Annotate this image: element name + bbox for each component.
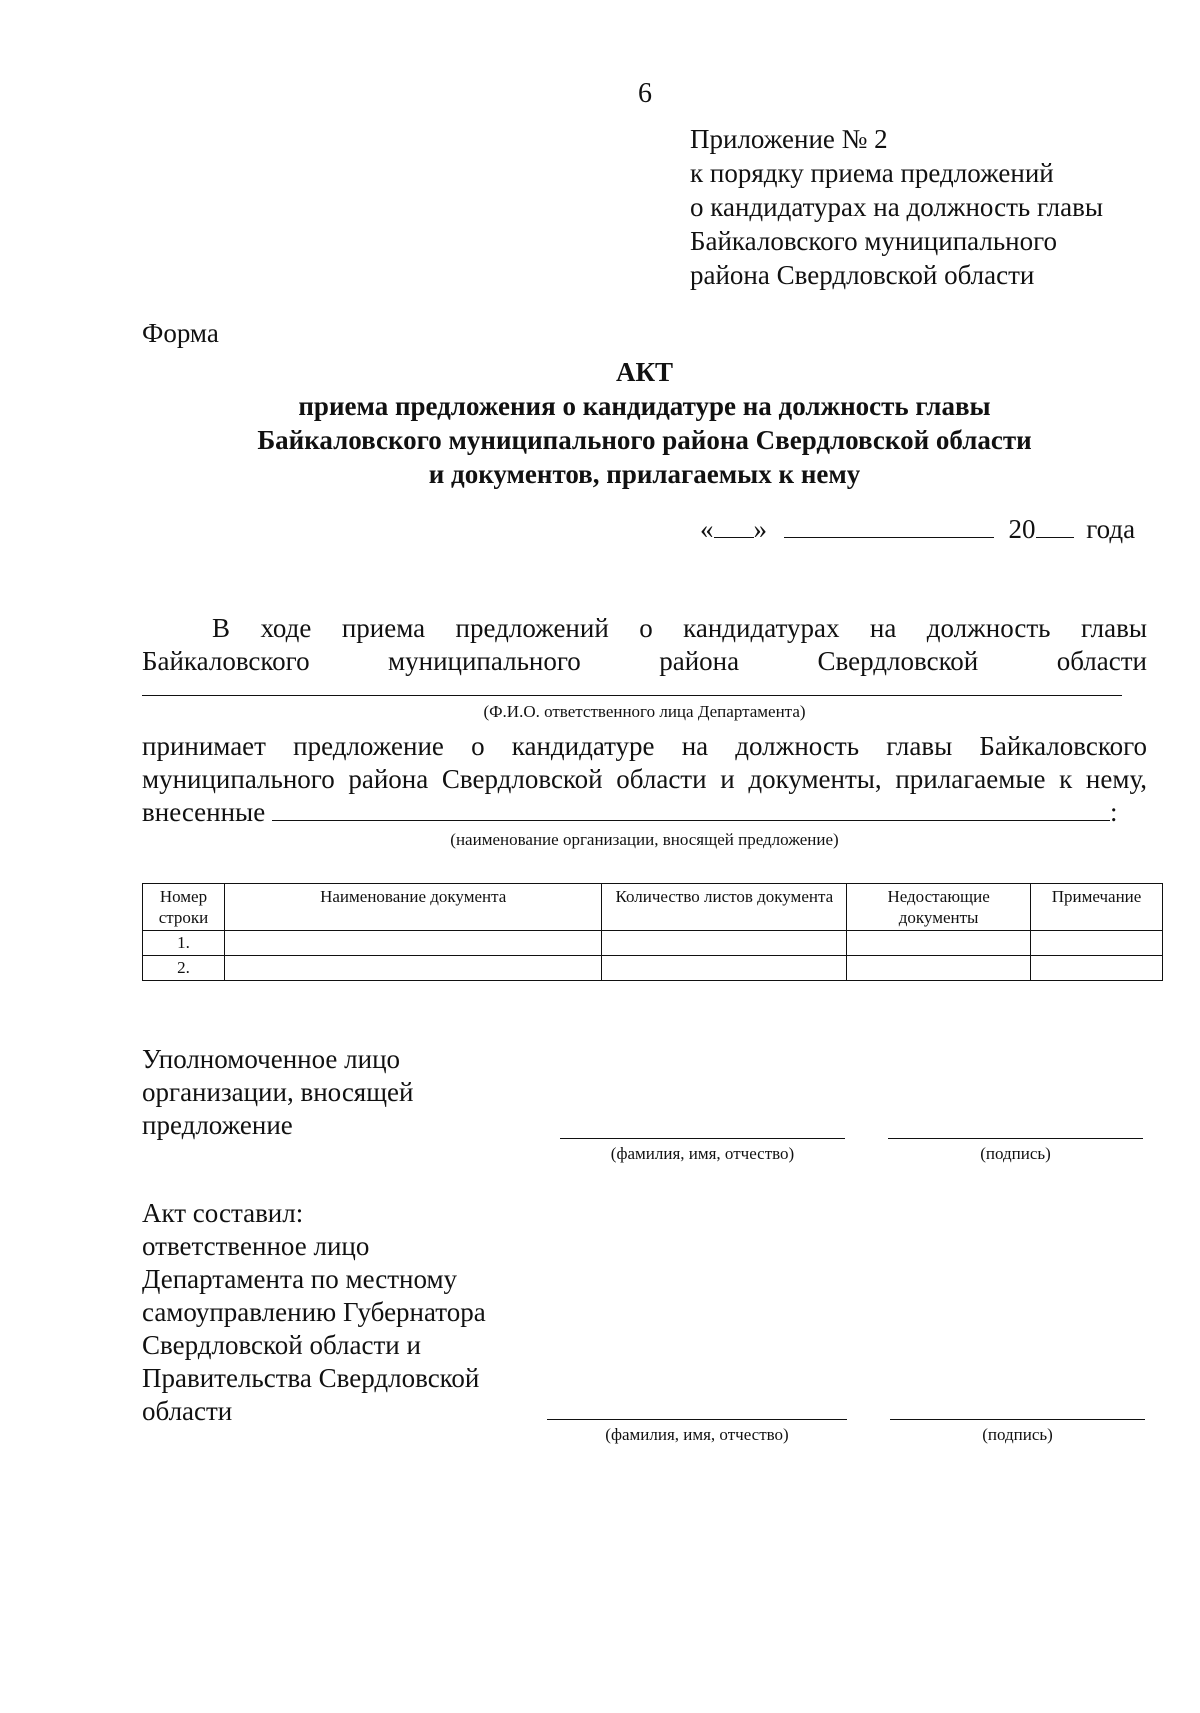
org-rep-name-blank[interactable] (560, 1138, 845, 1139)
table-cell[interactable] (602, 956, 847, 981)
row-number: 2. (143, 956, 225, 981)
table-cell[interactable] (1031, 931, 1163, 956)
text-line: муниципального района Свердловской области и документы, прилагаемые к нему, (142, 764, 1147, 794)
month-blank[interactable] (784, 515, 994, 538)
appendix-line: района Свердловской области (690, 260, 1035, 290)
label-line: самоуправлению Губернатора (142, 1297, 486, 1327)
year-suffix: года (1086, 514, 1136, 544)
column-header-note: Примечание (1031, 884, 1163, 931)
title-line: и документов, прилагаемых к нему (428, 459, 861, 489)
text-line: принимает предложение о кандидатуре на должность главы Байкаловского (142, 731, 1147, 761)
text-line: В ходе приема предложений о кандидатурах на должность главы (212, 613, 1147, 643)
submitted-by-label: внесенные (142, 797, 266, 827)
appendix-line: к порядку приема предложений (690, 158, 1054, 188)
appendix-line: о кандидатурах на должность главы (690, 192, 1103, 222)
compiler-label (142, 1197, 486, 1428)
org-rep-signature-blank[interactable] (888, 1138, 1143, 1139)
caption-signature: (подпись) (980, 1144, 1051, 1163)
label-line: Акт составил: (142, 1198, 304, 1228)
appendix-header (690, 122, 1103, 292)
colon: : (1109, 797, 1118, 827)
form-label: Форма (142, 318, 219, 348)
date-line (700, 514, 1135, 545)
documents-table (142, 883, 1163, 981)
appendix-line: Байкаловского муниципального (690, 226, 1058, 256)
label-line: Уполномоченное лицо (142, 1044, 401, 1074)
date-open-quote: « (700, 514, 714, 544)
table-header-row (143, 884, 1163, 931)
compiler-name-blank[interactable] (547, 1419, 847, 1420)
label-line: Свердловской области и (142, 1330, 421, 1360)
organization-blank[interactable] (272, 798, 1110, 821)
caption-name: (фамилия, имя, отчество) (610, 1144, 795, 1163)
column-header-document-name: Наименование документа (224, 884, 602, 931)
column-header-missing-documents: Недостающие документы (847, 884, 1031, 931)
table-cell[interactable] (224, 956, 602, 981)
text-line (142, 796, 1147, 829)
table-row (143, 931, 1163, 956)
compiler-signature-blank[interactable] (890, 1419, 1145, 1420)
caption-organization: (наименование организации, вносящей предложение) (450, 830, 839, 849)
label-line: ответственное лицо (142, 1231, 370, 1261)
table-cell[interactable] (847, 956, 1031, 981)
label-line: предложение (142, 1110, 293, 1140)
column-header-number: Номер строки (143, 884, 225, 931)
appendix-line: Приложение № 2 (690, 124, 888, 154)
page-number: 6 (638, 78, 652, 109)
table-cell[interactable] (847, 931, 1031, 956)
year-blank[interactable] (1036, 515, 1074, 538)
official-name-blank[interactable] (142, 695, 1122, 696)
table-cell[interactable] (224, 931, 602, 956)
table-cell[interactable] (1031, 956, 1163, 981)
paragraph-accepts (142, 730, 1147, 829)
org-representative-label (142, 1043, 413, 1142)
title-line: Байкаловского муниципального района Свердловской области (257, 425, 1032, 455)
date-close-quote: » (753, 514, 767, 544)
text-line: Байкаловского муниципального района Свердловской области (142, 646, 1147, 676)
day-blank[interactable] (714, 515, 754, 538)
label-line: организации, вносящей (142, 1077, 414, 1107)
label-line: области (142, 1396, 233, 1426)
document-title (142, 355, 1147, 491)
label-line: Департамента по местному (142, 1264, 458, 1294)
column-header-sheet-count: Количество листов документа (602, 884, 847, 931)
label-line: Правительства Свердловской (142, 1363, 480, 1393)
year-prefix: 20 (1008, 514, 1036, 544)
title-line: приема предложения о кандидатуре на должность главы (298, 391, 991, 421)
caption-name: (фамилия, имя, отчество) (605, 1425, 789, 1444)
row-number: 1. (143, 931, 225, 956)
table-cell[interactable] (602, 931, 847, 956)
caption-signature: (подпись) (982, 1425, 1053, 1444)
title-line: АКТ (615, 357, 674, 387)
table-row (143, 956, 1163, 981)
caption-official: (Ф.И.О. ответственного лица Департамента) (483, 702, 806, 721)
paragraph-intro (142, 612, 1147, 678)
